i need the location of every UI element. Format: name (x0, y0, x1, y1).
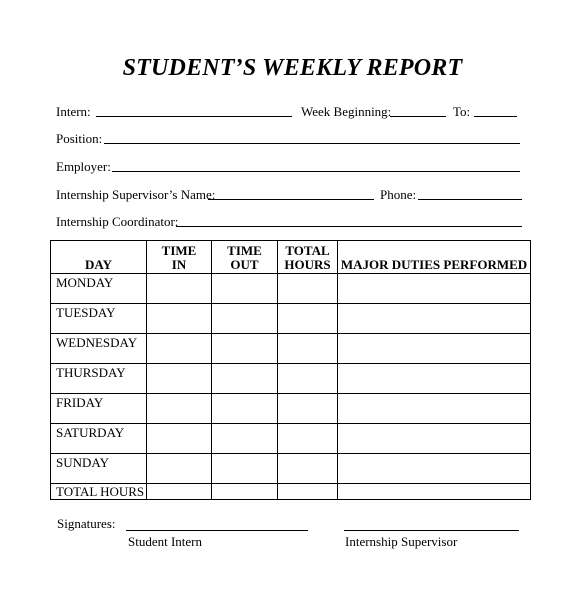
intern-field[interactable] (96, 116, 292, 117)
table-row (51, 364, 531, 394)
day-cell-sunday: SUNDAY (51, 454, 147, 484)
time-out-cell[interactable] (212, 334, 278, 364)
total-hours-label: TOTAL HOURS (51, 484, 147, 500)
duties-cell[interactable] (338, 454, 531, 484)
day-cell-tuesday: TUESDAY (51, 304, 147, 334)
time-in-cell[interactable] (147, 394, 212, 424)
time-out-cell[interactable] (212, 424, 278, 454)
total-duties-cell[interactable] (338, 484, 531, 500)
phone-field[interactable] (418, 199, 522, 200)
internship-supervisor-caption: Internship Supervisor (345, 534, 458, 549)
total-time-in-cell[interactable] (147, 484, 212, 500)
supervisor-name-field[interactable] (208, 199, 374, 200)
total-hours-sum-cell[interactable] (278, 484, 338, 500)
signatures-label: Signatures: (57, 516, 116, 531)
time-out-cell[interactable] (212, 364, 278, 394)
total-hours-cell[interactable] (278, 274, 338, 304)
total-hours-column-header: TOTAL HOURS (278, 241, 338, 274)
duties-cell[interactable] (338, 364, 531, 394)
time-out-cell[interactable] (212, 304, 278, 334)
week-end-field[interactable] (474, 116, 517, 117)
total-hours-cell[interactable] (278, 304, 338, 334)
total-time-out-cell[interactable] (212, 484, 278, 500)
position-field[interactable] (104, 143, 520, 144)
position-label: Position: (56, 131, 103, 146)
time-in-cell[interactable] (147, 274, 212, 304)
student-signature-line[interactable] (126, 530, 308, 531)
time-out-column-header: TIME OUT (212, 241, 278, 274)
day-cell-monday: MONDAY (51, 274, 147, 304)
duties-cell[interactable] (338, 274, 531, 304)
employer-field[interactable] (112, 171, 520, 172)
time-in-cell[interactable] (147, 304, 212, 334)
time-in-column-header: TIME IN (147, 241, 212, 274)
table-row (51, 424, 531, 454)
day-cell-thursday: THURSDAY (51, 364, 147, 394)
day-cell-saturday: SATURDAY (51, 424, 147, 454)
total-hours-cell[interactable] (278, 364, 338, 394)
time-in-cell[interactable] (147, 334, 212, 364)
week-beginning-field[interactable] (390, 116, 446, 117)
total-hours-cell[interactable] (278, 454, 338, 484)
duties-column-header: MAJOR DUTIES PERFORMED (338, 241, 531, 274)
coordinator-label: Internship Coordinator: (56, 214, 179, 229)
supervisor-name-label: Internship Supervisor’s Name: (56, 187, 216, 202)
day-column-header: DAY (51, 241, 147, 274)
employer-label: Employer: (56, 159, 111, 174)
duties-cell[interactable] (338, 334, 531, 364)
table-header-row (51, 241, 531, 274)
table-row (51, 394, 531, 424)
time-in-cell[interactable] (147, 364, 212, 394)
intern-label: Intern: (56, 104, 91, 119)
table-row (51, 304, 531, 334)
time-in-cell[interactable] (147, 454, 212, 484)
total-hours-cell[interactable] (278, 334, 338, 364)
student-intern-caption: Student Intern (128, 534, 203, 549)
total-hours-cell[interactable] (278, 424, 338, 454)
duties-cell[interactable] (338, 424, 531, 454)
time-in-cell[interactable] (147, 424, 212, 454)
day-cell-wednesday: WEDNESDAY (51, 334, 147, 364)
table-row (51, 334, 531, 364)
duties-cell[interactable] (338, 304, 531, 334)
supervisor-signature-line[interactable] (344, 530, 519, 531)
table-row (51, 454, 531, 484)
phone-label: Phone: (380, 187, 417, 202)
table-row (51, 274, 531, 304)
time-out-cell[interactable] (212, 274, 278, 304)
to-label: To: (453, 104, 471, 119)
weekly-hours-table (50, 240, 531, 500)
total-hours-cell[interactable] (278, 394, 338, 424)
total-hours-row (51, 484, 531, 500)
week-beginning-label: Week Beginning: (301, 104, 392, 119)
page-title: STUDENT’S WEEKLY REPORT (122, 55, 463, 81)
time-out-cell[interactable] (212, 394, 278, 424)
time-out-cell[interactable] (212, 454, 278, 484)
coordinator-field[interactable] (176, 226, 522, 227)
duties-cell[interactable] (338, 394, 531, 424)
day-cell-friday: FRIDAY (51, 394, 147, 424)
